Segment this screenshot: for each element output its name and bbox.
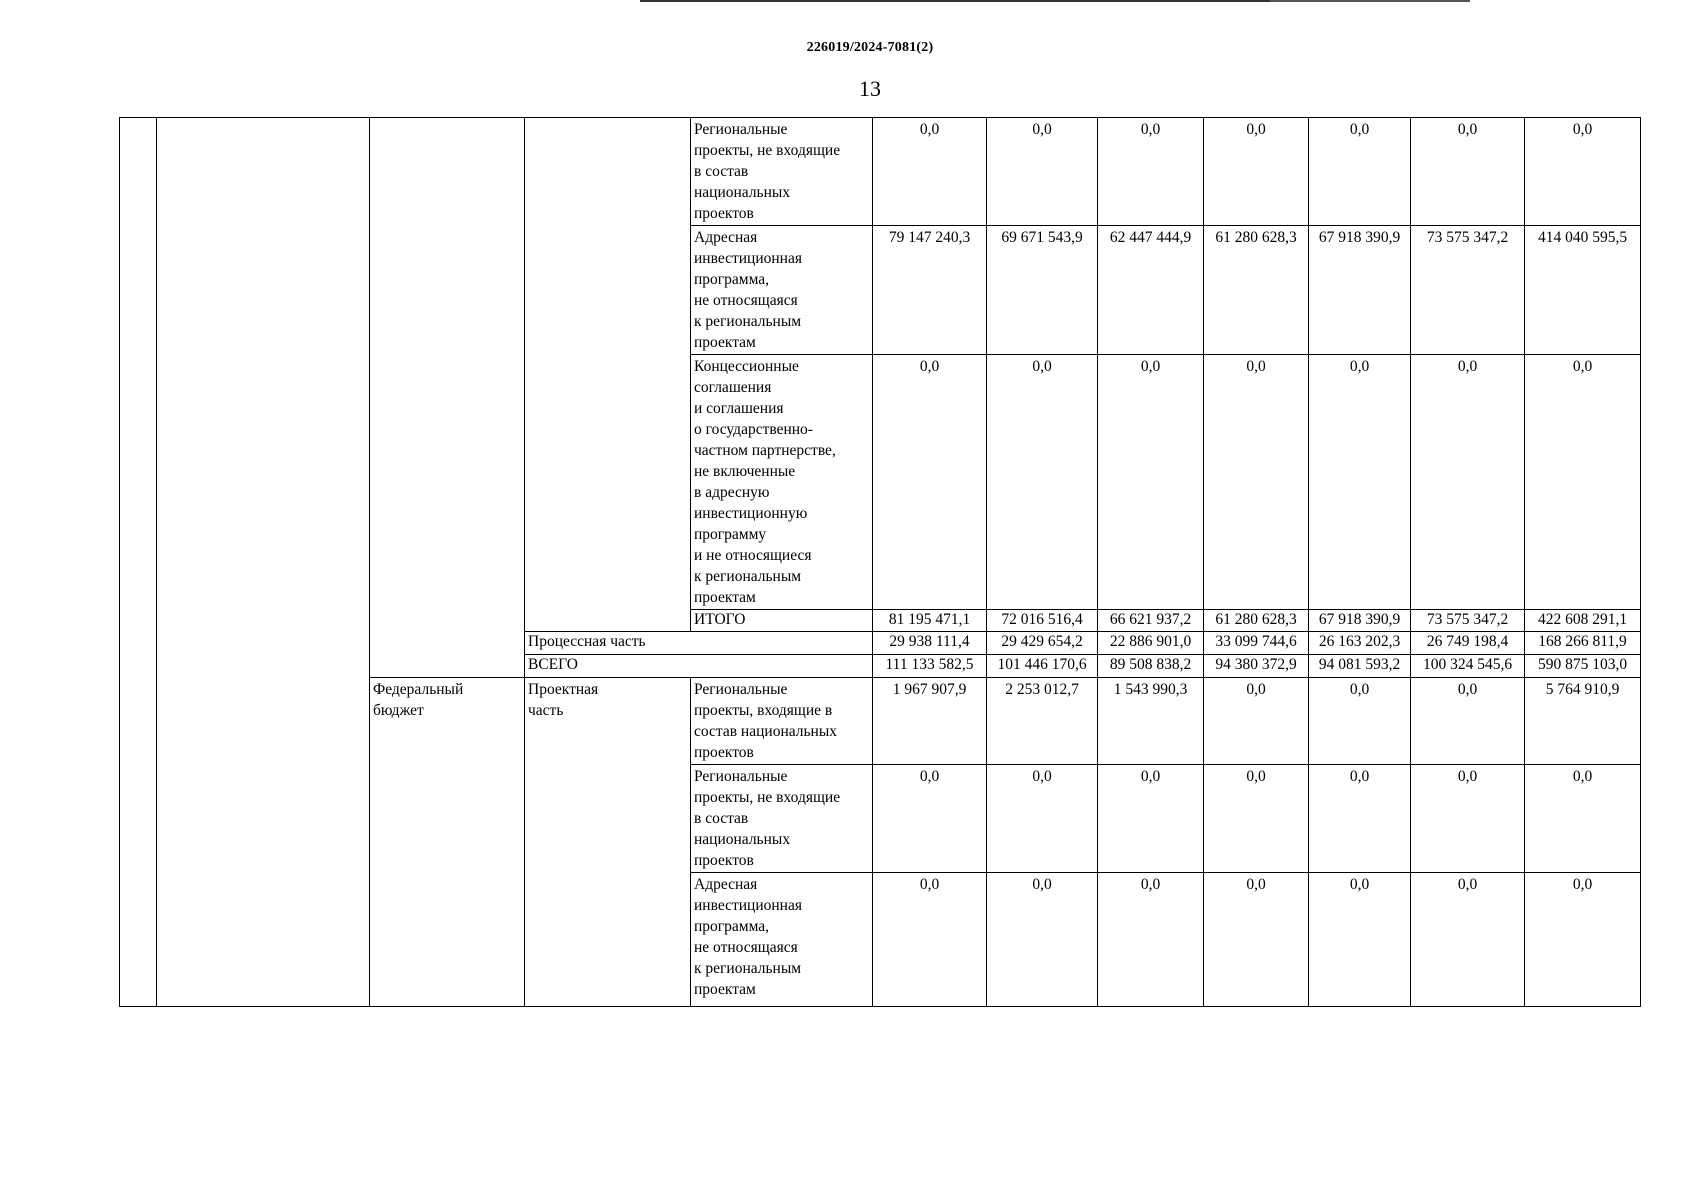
table-cell: 0,0 (1309, 873, 1411, 1007)
table-cell: 1 543 990,3 (1098, 678, 1204, 765)
table-cell: 0,0 (1309, 765, 1411, 873)
page-number: 13 (859, 76, 881, 101)
row-label: ВСЕГО (525, 655, 873, 678)
table-cell: 0,0 (987, 355, 1098, 610)
table-cell: 26 749 198,4 (1411, 632, 1525, 655)
table-cell: 0,0 (873, 765, 987, 873)
table-cell: 26 163 202,3 (1309, 632, 1411, 655)
table-cell: 414 040 595,5 (1525, 226, 1641, 355)
table-cell: 73 575 347,2 (1411, 610, 1525, 632)
table-cell: 0,0 (1098, 118, 1204, 226)
table-cell: 0,0 (1098, 355, 1204, 610)
table-cell: 29 429 654,2 (987, 632, 1098, 655)
table-cell: 0,0 (1204, 765, 1309, 873)
table-cell: 0,0 (1098, 873, 1204, 1007)
table-cell: 94 081 593,2 (1309, 655, 1411, 678)
table-cell: 67 918 390,9 (1309, 610, 1411, 632)
table-cell: 79 147 240,3 (873, 226, 987, 355)
table-cell: 0,0 (1204, 118, 1309, 226)
table-cell: 81 195 471,1 (873, 610, 987, 632)
table-cell (157, 118, 370, 1007)
table-cell: 101 446 170,6 (987, 655, 1098, 678)
table-cell: 0,0 (1411, 118, 1525, 226)
table-cell: 61 280 628,3 (1204, 610, 1309, 632)
table-cell: 0,0 (1525, 118, 1641, 226)
table-cell: 89 508 838,2 (1098, 655, 1204, 678)
table-cell: 72 016 516,4 (987, 610, 1098, 632)
table-cell: 1 967 907,9 (873, 678, 987, 765)
table-cell: 61 280 628,3 (1204, 226, 1309, 355)
table-cell: 0,0 (1309, 355, 1411, 610)
table-cell: 33 099 744,6 (1204, 632, 1309, 655)
table-cell: 67 918 390,9 (1309, 226, 1411, 355)
table-cell: 0,0 (1411, 355, 1525, 610)
row-label: Адресная инвестиционная программа, не относящаяся к региональным проектам (691, 226, 873, 355)
table-cell: 69 671 543,9 (987, 226, 1098, 355)
table-cell: 422 608 291,1 (1525, 610, 1641, 632)
table-cell: 0,0 (1309, 678, 1411, 765)
funding-source-label: Федеральный бюджет (370, 678, 525, 1007)
table-cell: 94 380 372,9 (1204, 655, 1309, 678)
table-cell: 29 938 111,4 (873, 632, 987, 655)
table-cell: 66 621 937,2 (1098, 610, 1204, 632)
row-label: ИТОГО (691, 610, 873, 632)
table-cell: 0,0 (987, 118, 1098, 226)
table-cell: 0,0 (1411, 678, 1525, 765)
row-label: Региональные проекты, не входящие в состав национальных проектов (691, 765, 873, 873)
table-cell (525, 118, 691, 632)
part-label: Проектная часть (525, 678, 691, 1007)
row-label: Адресная инвестиционная программа, не относящаяся к региональным проектам (691, 873, 873, 1007)
row-label: Региональные проекты, входящие в состав национальных проектов (691, 678, 873, 765)
table-cell: 100 324 545,6 (1411, 655, 1525, 678)
row-label: Региональные проекты, не входящие в состав национальных проектов (691, 118, 873, 226)
table-cell: 0,0 (1411, 873, 1525, 1007)
table-cell: 5 764 910,9 (1525, 678, 1641, 765)
table-cell (120, 118, 157, 1007)
table-cell: 0,0 (987, 873, 1098, 1007)
table-cell: 0,0 (1309, 118, 1411, 226)
table-cell: 111 133 582,5 (873, 655, 987, 678)
table-cell: 0,0 (1411, 765, 1525, 873)
table-cell: 0,0 (1525, 765, 1641, 873)
table-cell: 590 875 103,0 (1525, 655, 1641, 678)
table-cell: 0,0 (987, 765, 1098, 873)
table-cell: 0,0 (1525, 355, 1641, 610)
table-cell: 0,0 (1204, 678, 1309, 765)
budget-table (119, 117, 1641, 1007)
table-cell: 2 253 012,7 (987, 678, 1098, 765)
table-cell: 0,0 (1204, 873, 1309, 1007)
scan-edge-line (1270, 0, 1470, 2)
document-number: 226019/2024-7081(2) (806, 40, 934, 55)
table-cell (370, 118, 525, 678)
table-cell: 168 266 811,9 (1525, 632, 1641, 655)
table-row (120, 118, 1641, 226)
table-cell: 0,0 (873, 873, 987, 1007)
table-cell: 73 575 347,2 (1411, 226, 1525, 355)
row-label: Процессная часть (525, 632, 873, 655)
row-label: Концессионные соглашения и соглашения о государственно- частном партнерстве, не включенные в адресную инвестиционную программу и не относящиеся к региональным проектам (691, 355, 873, 610)
table-cell: 22 886 901,0 (1098, 632, 1204, 655)
table-cell: 0,0 (1204, 355, 1309, 610)
table-cell: 0,0 (1525, 873, 1641, 1007)
table-cell: 62 447 444,9 (1098, 226, 1204, 355)
table-cell: 0,0 (873, 118, 987, 226)
table-cell: 0,0 (873, 355, 987, 610)
table-cell: 0,0 (1098, 765, 1204, 873)
